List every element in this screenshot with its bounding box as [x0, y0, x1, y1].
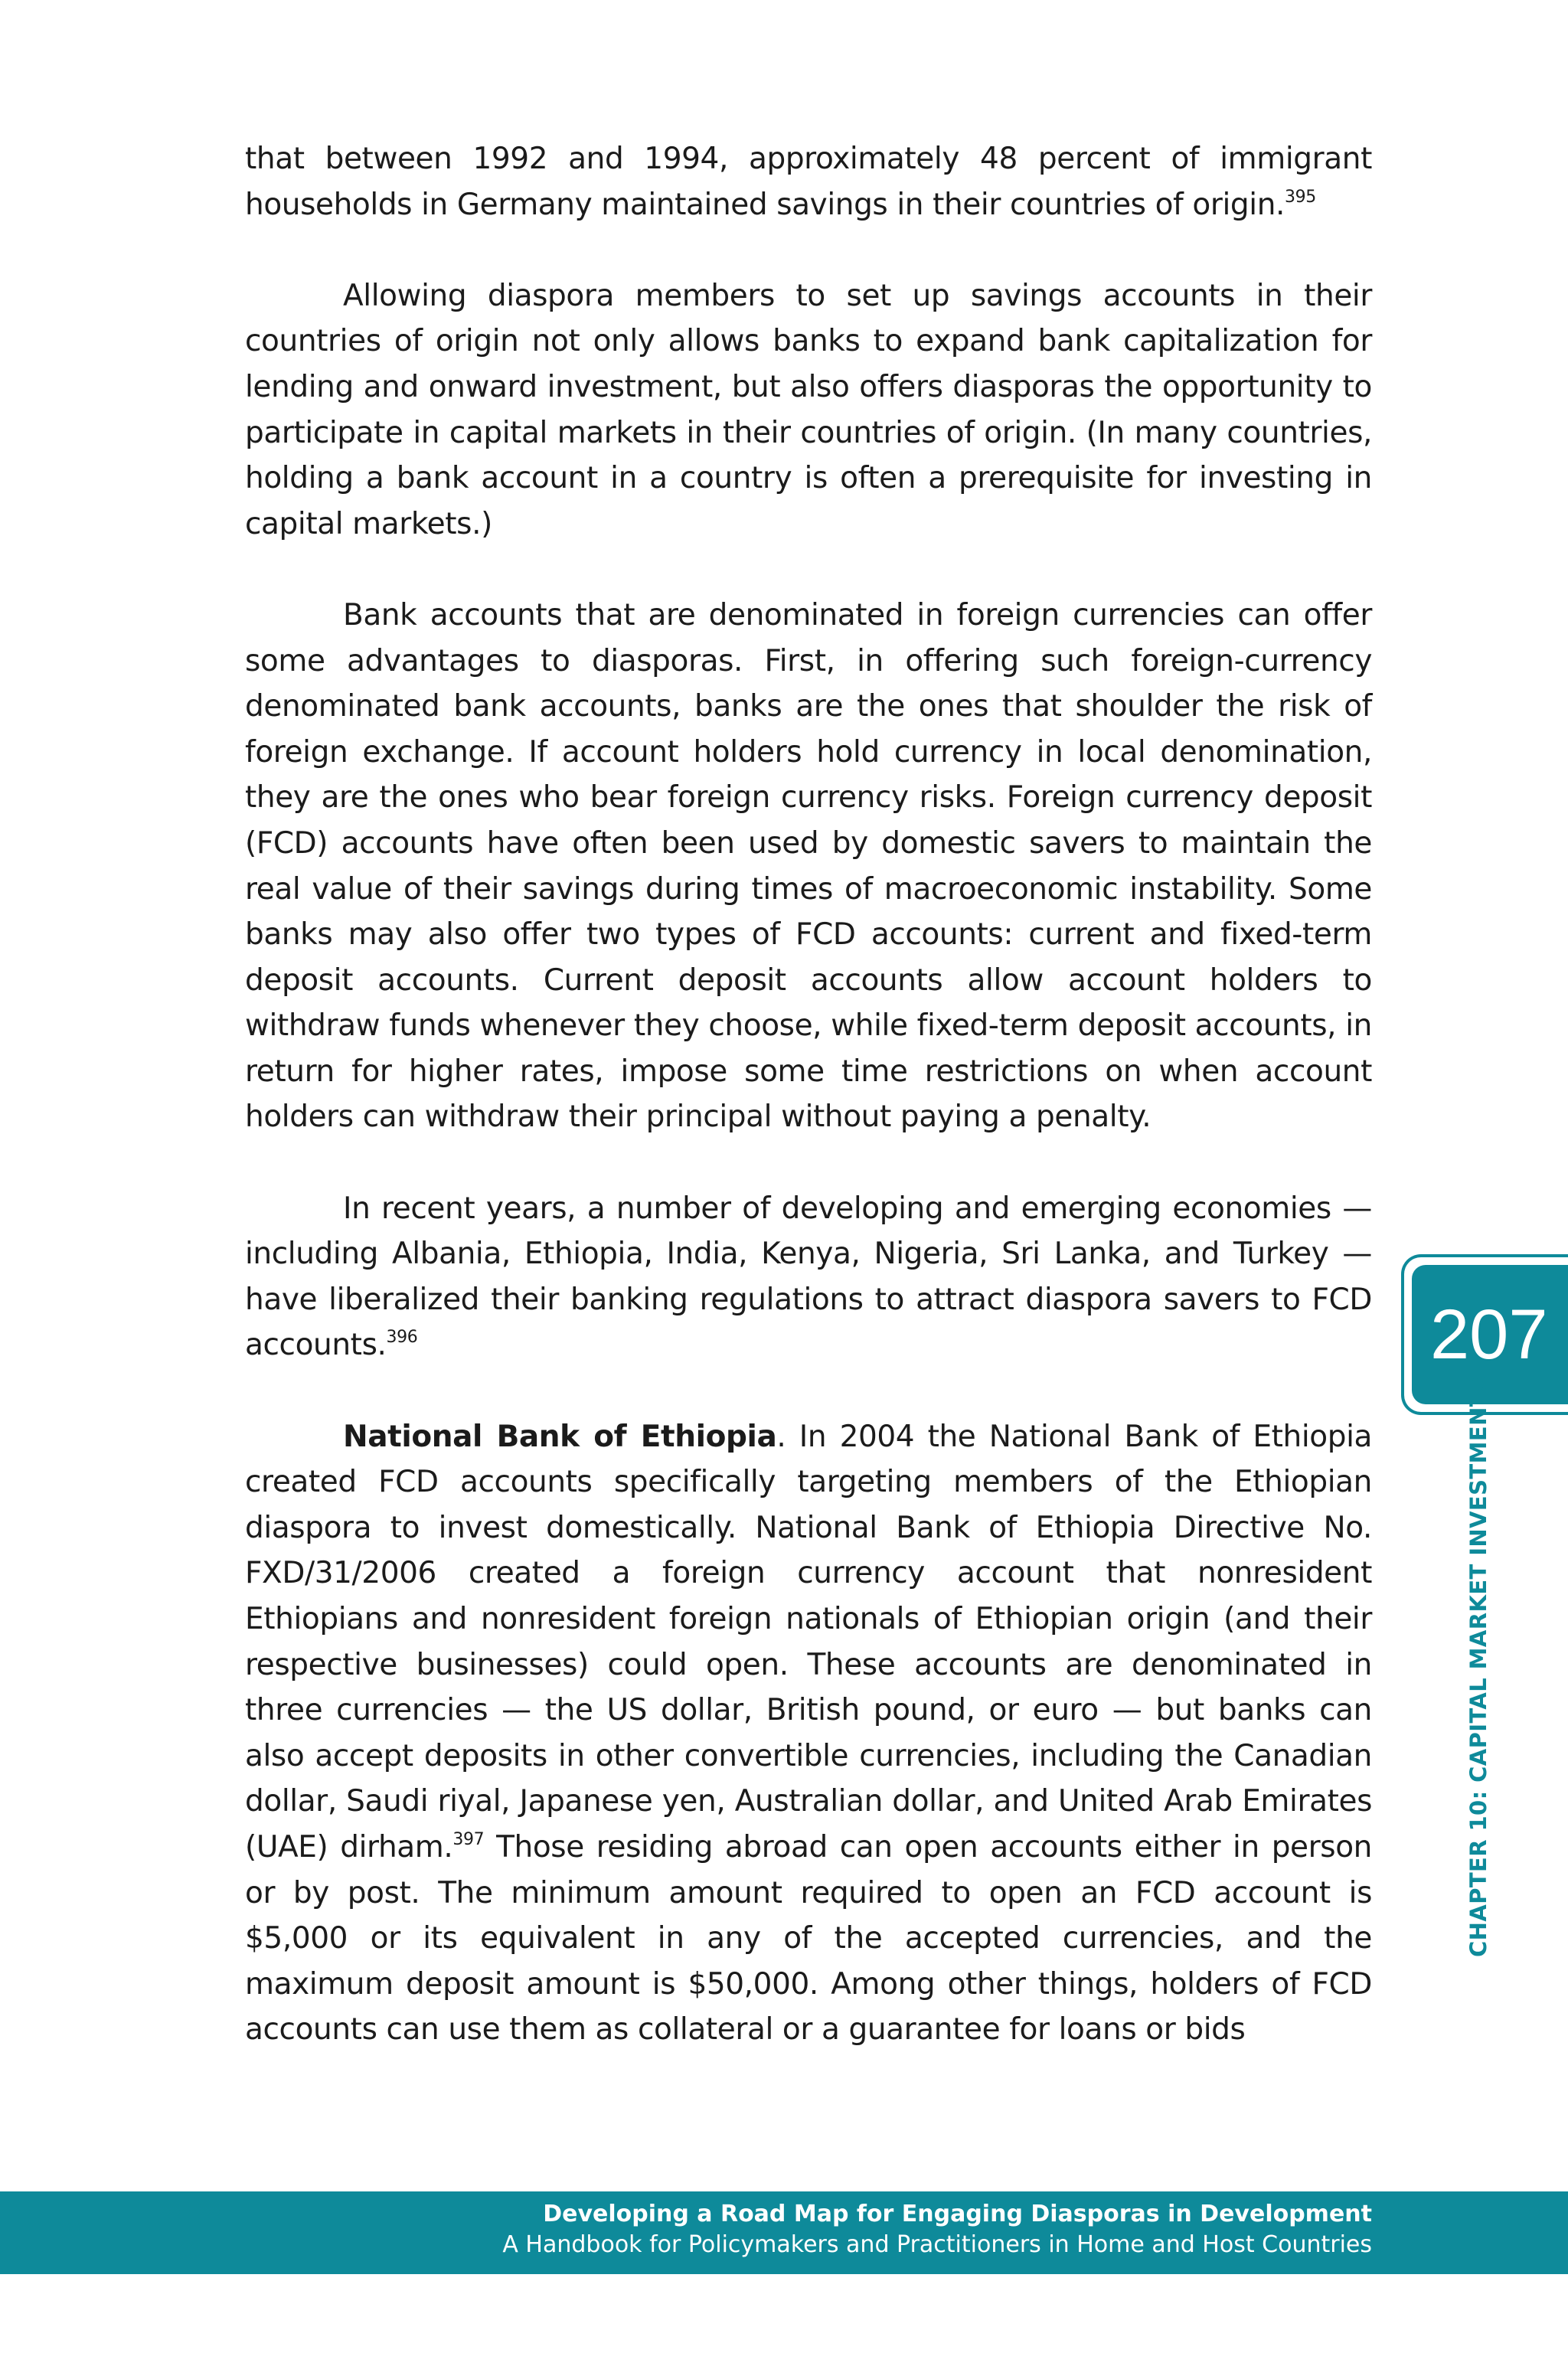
- footnote-ref-395[interactable]: 395: [1285, 187, 1316, 207]
- section-lead-heading: National Bank of Ethiopia: [343, 1419, 777, 1454]
- footnote-ref-397[interactable]: 397: [452, 1829, 485, 1849]
- paragraph-2-text: Allowing diaspora members to set up savings accounts in their countries of origin not only allows banks to expand bank capitalization for lending and onward investment, but also offers diasporas the opportunity to participate in capital markets in their countries of origin. (In many countries, holding a bank account in a country is often a prerequisite for investing in capital markets.): [245, 278, 1372, 541]
- footer-band: [0, 2191, 1568, 2274]
- paragraph-5-text-a: . In 2004 the National Bank of Ethiopia created FCD accounts specifically targeting members of the Ethiopian diaspora to invest domestically. National Bank of Ethiopia Directive No. FXD/31/2006 created a foreign currency account that nonresident Ethiopians and nonresident foreign nationals of Ethiopian origin (and their respective businesses) could open. These accounts are denominated in three currencies — the US dollar, British pound, or euro — but banks can also accept deposits in other convertible currencies, including the Canadian dollar, Saudi riyal, Japanese yen, Australian dollar, and United Arab Emirates (UAE) dirham.: [245, 1419, 1373, 1864]
- body-text: [245, 136, 1372, 2053]
- paragraph-2: [245, 273, 1372, 547]
- paragraph-4-text: In recent years, a number of developing and emerging economies — including Albania, Ethiopia, India, Kenya, Nigeria, Sri Lanka, and Turkey — have liberalized their banking regulations to attract diaspora savers to FCD accounts.: [245, 1191, 1372, 1363]
- footer-title: Developing a Road Map for Engaging Diasporas in Development: [543, 2201, 1372, 2227]
- footer-subtitle: A Handbook for Policymakers and Practitioners in Home and Host Countries: [502, 2231, 1372, 2258]
- page-number: 207: [1430, 1296, 1548, 1374]
- paragraph-5: [245, 1414, 1372, 2053]
- paragraph-4: [245, 1186, 1372, 1368]
- paragraph-5-text-b: Those residing abroad can open accounts either in person or by post. The minimum amount required to open an FCD account is $5,000 or its equivalent in any of the accepted currencies, and the maximum deposit amount is $50,000. Among other things, holders of FCD accounts can use them as collateral or a guarantee for loans or bids: [245, 1829, 1372, 2047]
- paragraph-3-text: Bank accounts that are denominated in foreign currencies can offer some advantages to diasporas. First, in offering such foreign-currency denominated bank accounts, banks are the ones that shoulder the risk of foreign exchange. If account holders hold currency in local denomination, they are the ones who bear foreign currency risks. Foreign currency deposit (FCD) accounts have often been used by domestic savers to maintain the real value of their savings during times of macroeconomic instability. Some banks may also offer two types of FCD accounts: current and fixed-term deposit accounts. Current deposit accounts allow account holders to withdraw funds whenever they choose, while fixed-term deposit accounts, in return for higher rates, impose some time restrictions on when account holders can withdraw their principal without paying a penalty.: [245, 597, 1372, 1135]
- chapter-label: CHAPTER 10: CAPITAL MARKET INVESTMENTS: [1465, 1374, 1491, 1957]
- footnote-ref-396[interactable]: 396: [386, 1328, 418, 1348]
- paragraph-1-text: that between 1992 and 1994, approximately 48 percent of immigrant households in Germany maintained savings in their countries of origin.: [245, 142, 1372, 222]
- paragraph-1: [245, 136, 1372, 227]
- paragraph-3: [245, 593, 1372, 1140]
